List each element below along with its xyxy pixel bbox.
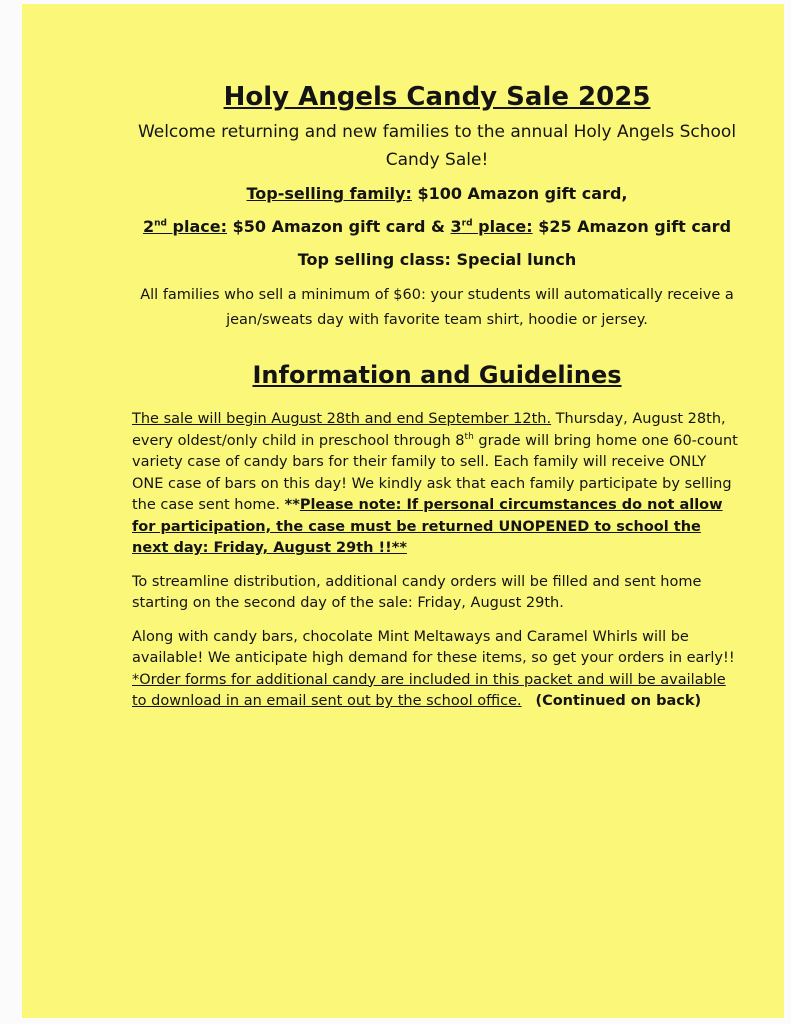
minimum-sale-note: All families who sell a minimum of $60: your students will automatically receive a jean/sweats day with favorite team shirt, hoodie or jersey. xyxy=(140,287,734,328)
order-forms-note: *Order forms for additional candy are included in this packet and will be available to download in an email sent out by the school office. xyxy=(132,671,726,709)
welcome-text: Welcome returning and new families to the annual Holy Angels School Candy Sale! xyxy=(137,122,737,170)
sale-dates-lead: The sale will begin August 28th and end September 12th. xyxy=(132,411,552,427)
top-family-prize-line xyxy=(132,184,742,203)
second-place-label: 2nd place: xyxy=(142,217,228,236)
return-case-note: Please note: If personal circumstances do not allow for participation, the case must be returned UNOPENED to school the next day: Friday, August 29th !!** xyxy=(132,497,723,556)
top-family-prize: $100 Amazon gift card, xyxy=(417,184,628,203)
additional-items-paragraph: Along with candy bars, chocolate Mint Meltaways and Caramel Whirls will be available! We anticipate high demand for these items, so get your orders in early!! *Order forms for additional candy are included in this packet and will be available to download in an email sent out by the school office. (Continued on back) xyxy=(132,628,735,709)
third-place-label: 3rd place: xyxy=(450,217,533,236)
continued-on-back: (Continued on back) xyxy=(535,693,702,709)
section-title: Information and Guidelines xyxy=(252,361,622,389)
paper-sheet xyxy=(22,4,784,1018)
second-place-prize: $50 Amazon gift card & xyxy=(232,217,445,236)
top-family-label: Top-selling family: xyxy=(246,184,412,203)
flyer-content xyxy=(132,82,742,725)
flyer-title: Holy Angels Candy Sale 2025 xyxy=(223,82,651,112)
top-class-prize: Top selling class: Special lunch xyxy=(297,250,577,269)
distribution-paragraph: To streamline distribution, additional candy orders will be filled and sent home starting on the second day of the sale: Friday, August 29th. xyxy=(132,573,702,611)
second-third-prize-line xyxy=(132,217,742,236)
third-place-prize: $25 Amazon gift card xyxy=(538,217,732,236)
sale-dates-paragraph: The sale will begin August 28th and end September 12th. Thursday, August 28th, every oldest/only child in preschool through 8th grade will bring home one 60-count variety case of candy bars for their family to sell. Each family will receive ONLY ONE case of bars on this day! We kindly ask that each family participate by selling the case sent home. **Please note: If personal circumstances do not allow for participation, the case must be returned UNOPENED to school the next day: Friday, August 29th !!** xyxy=(132,411,738,556)
